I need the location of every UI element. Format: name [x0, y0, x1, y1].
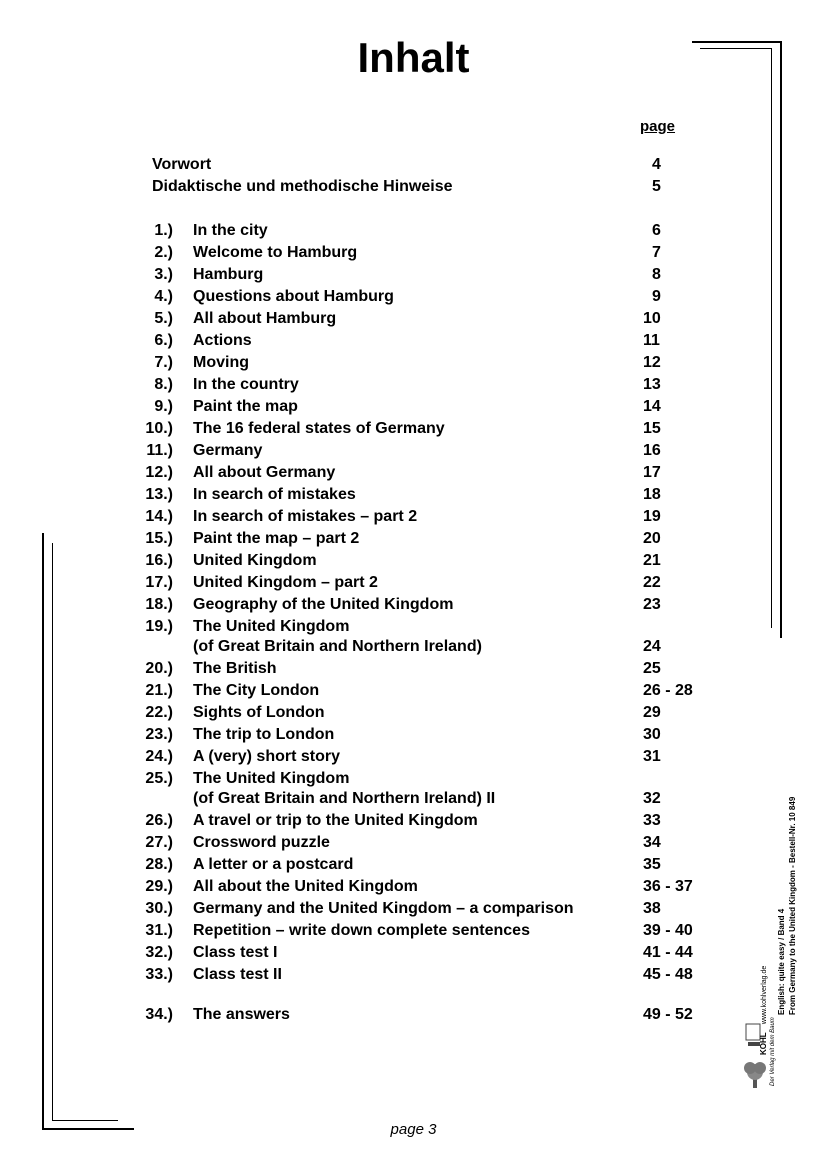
toc-entry-number: 27.) [145, 834, 173, 851]
toc-entry-title: Moving [193, 354, 249, 371]
toc-entry-title: In search of mistakes – part 2 [193, 508, 418, 525]
toc-entry-page: 19 [643, 508, 661, 525]
toc-entry-page: 32 [643, 790, 661, 807]
toc-entry-page: 34 [643, 834, 661, 851]
page-number-footer: page 3 [390, 1121, 437, 1138]
toc-entry-title: Hamburg [193, 266, 264, 283]
toc-entry-number: 9.) [154, 398, 173, 415]
book-series-side-text [776, 797, 798, 1015]
toc-entry-number: 22.) [145, 704, 173, 721]
frame-line [700, 48, 772, 49]
toc-entry-title: The British [193, 660, 277, 677]
toc-entry-number: 21.) [145, 682, 173, 699]
toc-entry-subtitle: (of Great Britain and Northern Ireland) [193, 638, 482, 655]
toc-entry-title: Vorwort [152, 156, 212, 173]
toc-entry-title: United Kingdom [193, 552, 317, 569]
toc-entry-number: 24.) [145, 748, 173, 765]
toc-entry-title: Actions [193, 332, 252, 349]
toc-entry-page: 49 - 52 [643, 1006, 693, 1023]
frame-line [692, 41, 782, 43]
toc-entry-title: A letter or a postcard [193, 856, 354, 873]
toc-entry-page: 8 [652, 266, 661, 283]
toc-entry-title: Class test I [193, 944, 278, 961]
toc-entry-title: The 16 federal states of Germany [193, 420, 445, 437]
toc-entry-number: 5.) [154, 310, 173, 327]
side-series-line: English: quite easy / Band 4 [777, 908, 786, 1015]
toc-entry-number: 30.) [145, 900, 173, 917]
toc-entry-number: 19.) [145, 618, 173, 635]
toc-entry-number: 23.) [145, 726, 173, 743]
toc-entry-page: 45 - 48 [643, 966, 693, 983]
frame-line [771, 48, 772, 628]
toc-entry-page: 11 [643, 332, 660, 349]
toc-entry-number: 7.) [154, 354, 173, 371]
toc-entry-title: United Kingdom – part 2 [193, 574, 378, 591]
toc-entry-number: 25.) [145, 770, 173, 787]
page-title: Inhalt [357, 34, 470, 81]
toc-entry-page: 6 [652, 222, 661, 239]
toc-entry-page: 22 [643, 574, 661, 591]
side-url: www.kohlverlag.de [761, 965, 768, 1025]
toc-entry-page: 25 [643, 660, 661, 677]
toc-entry-page: 38 [643, 900, 661, 917]
toc-entry-page: 18 [643, 486, 661, 503]
toc-entry-page: 30 [643, 726, 661, 743]
toc-entry-number: 33.) [145, 966, 173, 983]
toc-entry-title: Class test II [193, 966, 282, 983]
toc-entry-number: 12.) [145, 464, 173, 481]
toc-entry-page: 20 [643, 530, 661, 547]
toc-entry-page: 17 [643, 464, 661, 481]
toc-entry-number: 4.) [154, 288, 173, 305]
toc-entry-page: 29 [643, 704, 661, 721]
toc-entry-title: The trip to London [193, 726, 335, 743]
toc-entry-title: A (very) short story [193, 748, 340, 765]
toc-entry-page: 33 [643, 812, 661, 829]
toc-entry-page: 39 - 40 [643, 922, 693, 939]
frame-line [42, 533, 44, 1130]
toc-entry-page: 24 [643, 638, 661, 655]
toc-entry-number: 20.) [145, 660, 173, 677]
toc-entry-title: Questions about Hamburg [193, 288, 394, 305]
frame-line [780, 41, 782, 638]
toc-entry-title: All about the United Kingdom [193, 878, 418, 895]
toc-entry-page: 15 [643, 420, 661, 437]
toc-entry-number: 28.) [145, 856, 173, 873]
toc-entry-number: 13.) [145, 486, 173, 503]
toc-entry-page: 14 [643, 398, 661, 415]
frame-line [52, 543, 53, 1120]
toc-entry-title: Germany [193, 442, 263, 459]
toc-entry-number: 6.) [154, 332, 173, 349]
toc-entry-number: 14.) [145, 508, 173, 525]
toc-entry-page: 4 [652, 156, 661, 173]
toc-entry-number: 11.) [146, 442, 173, 459]
side-publisher: KOHL [759, 1032, 768, 1055]
toc-entry-number: 3.) [154, 266, 173, 283]
toc-entry-number: 2.) [154, 244, 173, 261]
toc-entry-page: 13 [643, 376, 661, 393]
toc-entry-page: 36 - 37 [643, 878, 693, 895]
toc-entry-title: Geography of the United Kingdom [193, 596, 454, 613]
side-tagline: Der Verlag mit dem Baum [770, 1017, 776, 1086]
toc-entry-number: 16.) [145, 552, 173, 569]
toc-entry-page: 41 - 44 [643, 944, 693, 961]
toc-entry-page: 7 [652, 244, 661, 261]
toc-entry-title: A travel or trip to the United Kingdom [193, 812, 478, 829]
toc-entry-page: 12 [643, 354, 661, 371]
toc-entry-number: 34.) [145, 1006, 173, 1023]
toc-entry-title: Crossword puzzle [193, 834, 330, 851]
toc-entry-page: 21 [643, 552, 661, 569]
toc-entry-title: The answers [193, 1006, 290, 1023]
toc-entry-title: In search of mistakes [193, 486, 356, 503]
toc-entry-number: 18.) [145, 596, 173, 613]
toc-entry-page: 16 [643, 442, 661, 459]
page-column-header: page [640, 118, 676, 135]
side-title-line: From Germany to the United Kingdom - Bestell-Nr. 10 849 [788, 796, 797, 1015]
toc-entry-title: In the city [193, 222, 268, 239]
toc-entry-number: 15.) [145, 530, 173, 547]
toc-entry-title: Repetition – write down complete sentences [193, 922, 530, 939]
toc-entry-page: 10 [643, 310, 661, 327]
toc-entry-title: All about Germany [193, 464, 336, 481]
toc-entry-title: Sights of London [193, 704, 325, 721]
toc-entry-number: 26.) [145, 812, 173, 829]
toc-entry-title: Didaktische und methodische Hinweise [152, 178, 453, 195]
toc-entry-number: 32.) [145, 944, 173, 961]
toc-entry-number: 8.) [154, 376, 173, 393]
toc-entry-subtitle: (of Great Britain and Northern Ireland) II [193, 790, 496, 807]
toc-entry-title: In the country [193, 376, 299, 393]
toc-entry-title: The City London [193, 682, 320, 699]
toc-entry-number: 1.) [154, 222, 173, 239]
toc-entry-title: Germany and the United Kingdom – a comparison [193, 900, 574, 917]
toc-entry-title: The United Kingdom [193, 770, 350, 787]
toc-entry-number: 31.) [145, 922, 173, 939]
toc-entry-page: 9 [652, 288, 661, 305]
toc-entry-title: Welcome to Hamburg [193, 244, 358, 261]
toc-entry-title: All about Hamburg [193, 310, 337, 327]
toc-entry-page: 23 [643, 596, 661, 613]
toc-entry-number: 17.) [145, 574, 173, 591]
toc-entry-page: 35 [643, 856, 661, 873]
toc-entry-number: 10.) [145, 420, 173, 437]
toc-entry-page: 5 [652, 178, 661, 195]
toc-entry-page: 31 [643, 748, 661, 765]
toc-entry-page: 26 - 28 [643, 682, 693, 699]
toc-entry-title: Paint the map – part 2 [193, 530, 360, 547]
toc-entry-title: The United Kingdom [193, 618, 350, 635]
toc-entry-title: Paint the map [193, 398, 298, 415]
toc-entry-number: 29.) [145, 878, 173, 895]
